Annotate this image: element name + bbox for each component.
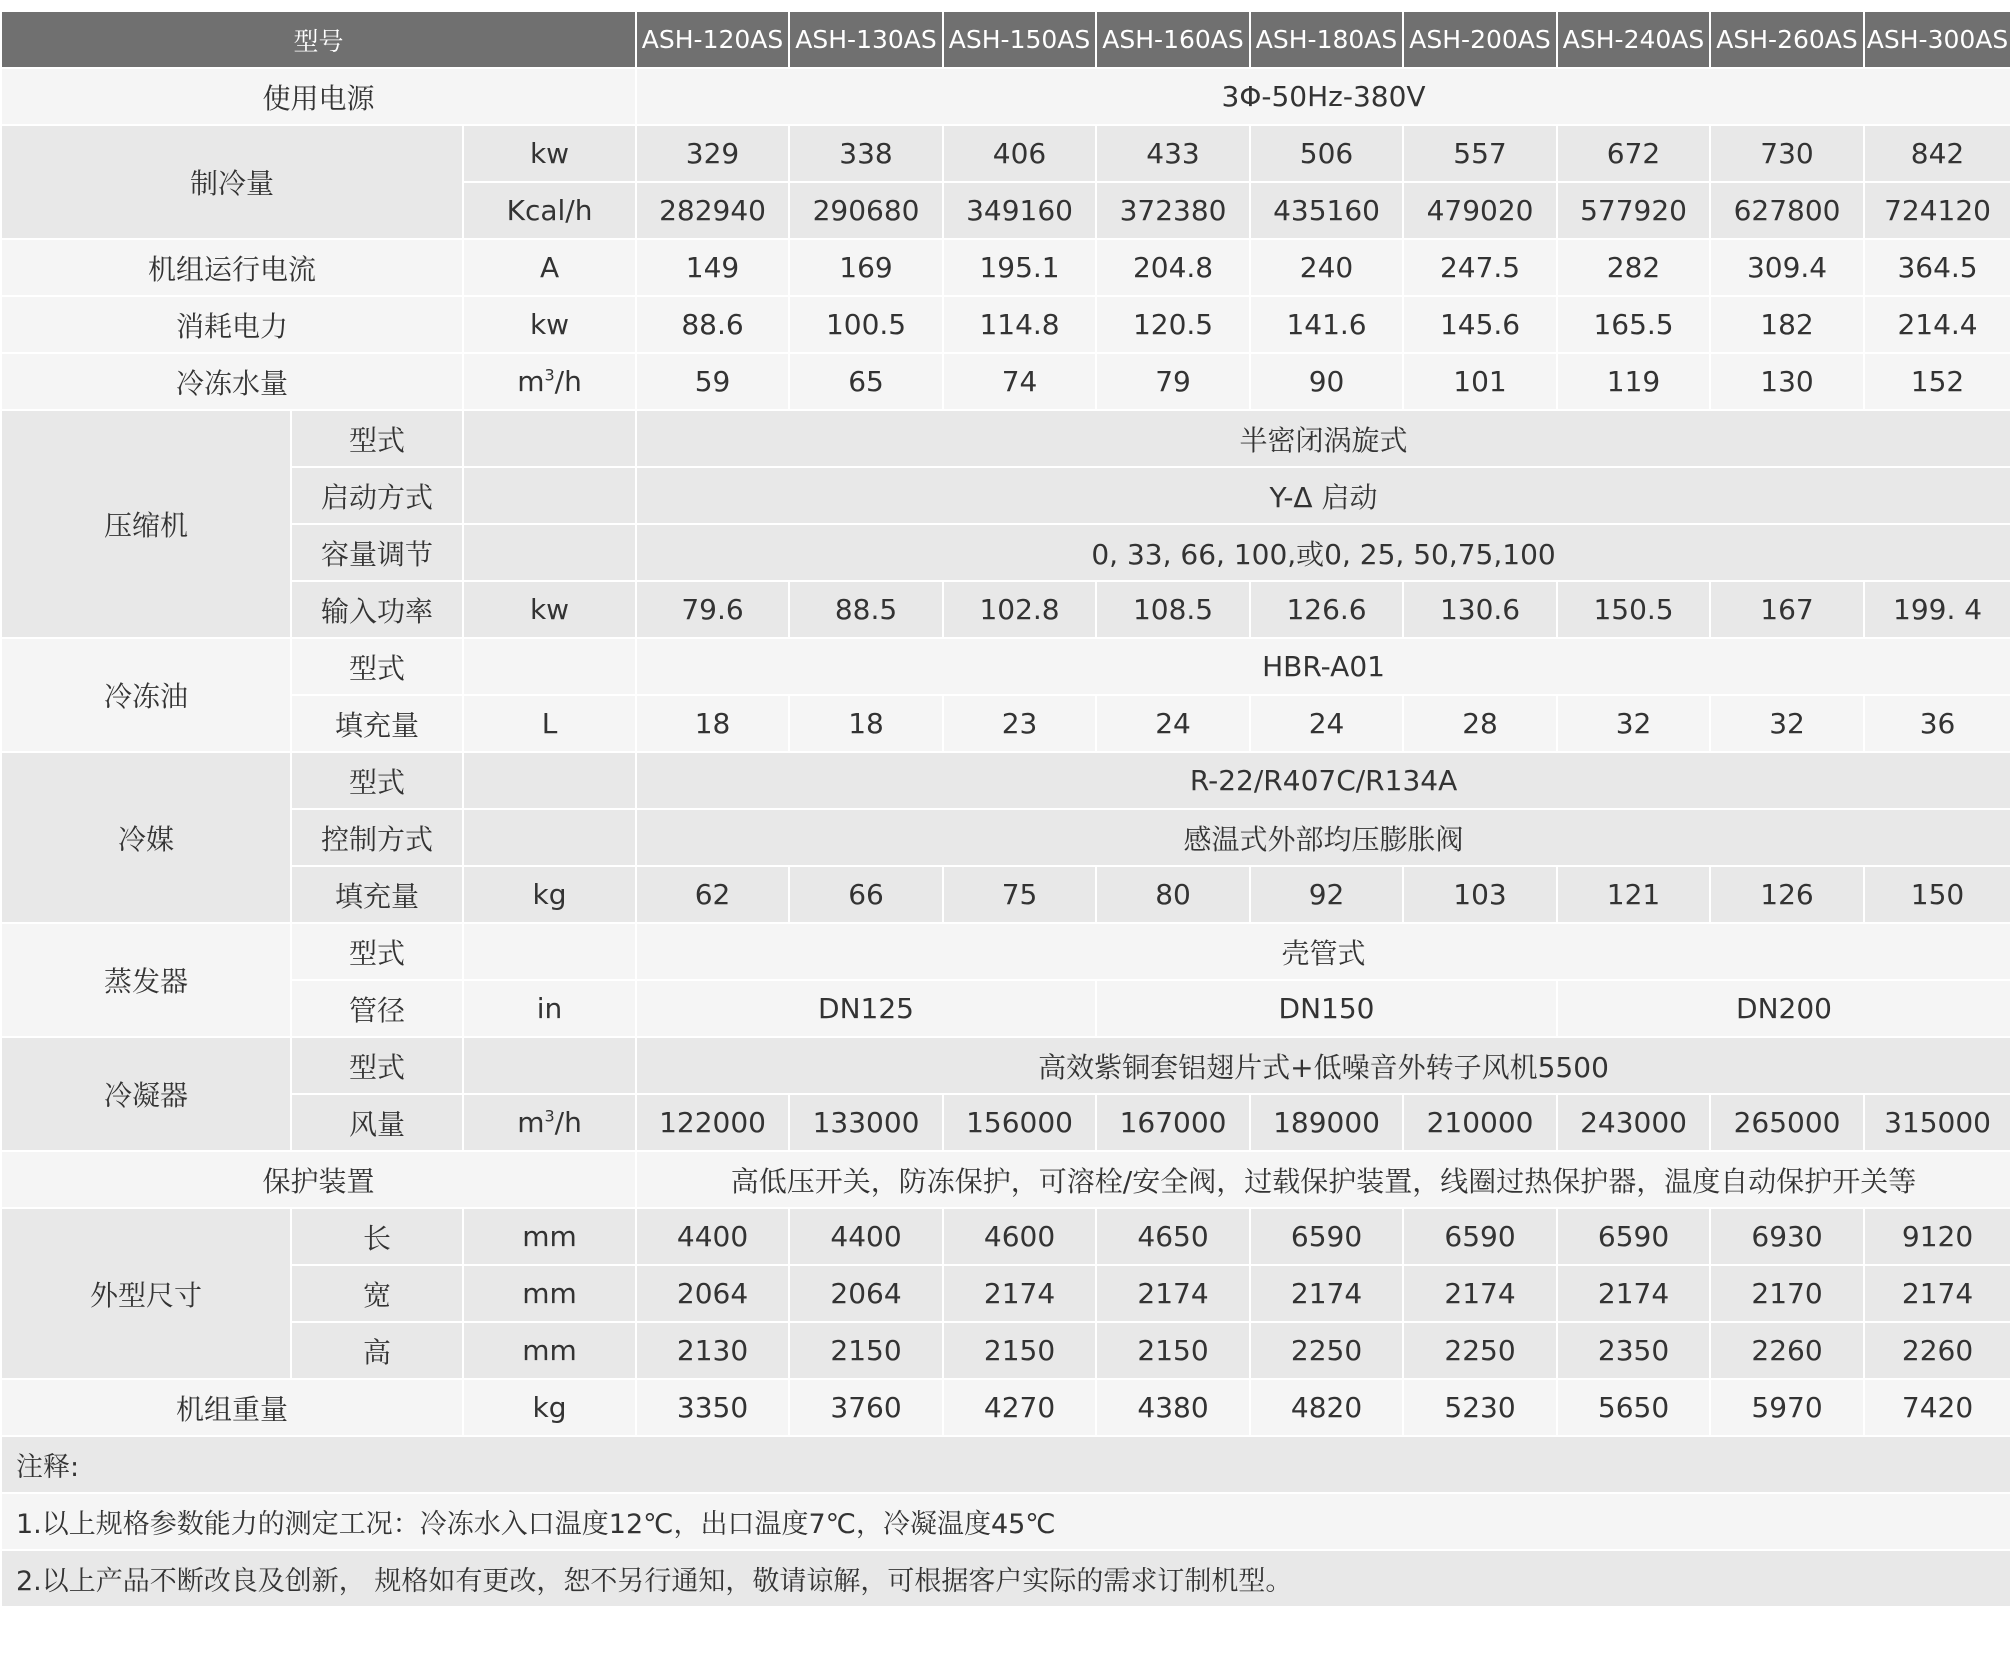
value-cell: 4400 (789, 1208, 943, 1265)
value-cell: 2174 (1864, 1265, 2011, 1322)
table-row (1, 68, 2011, 125)
row-label: 冷冻水量 (1, 353, 463, 410)
value-cell: 130.6 (1403, 581, 1557, 638)
value-cell: 156000 (943, 1094, 1096, 1151)
unit-cell: kw (463, 581, 636, 638)
header-model: ASH-130AS (789, 11, 943, 68)
table-row (1, 11, 2011, 68)
value-cell: DN200 (1557, 980, 2011, 1037)
table-row (1, 1550, 2011, 1607)
value-cell: 119 (1557, 353, 1710, 410)
value-cell: 150 (1864, 866, 2011, 923)
sub-label: 风量 (291, 1094, 463, 1151)
merged-value: 0, 33, 66, 100,或0, 25, 50,75,100 (636, 524, 2011, 581)
value-cell: 23 (943, 695, 1096, 752)
merged-value: HBR-A01 (636, 638, 2011, 695)
value-cell: 130 (1710, 353, 1864, 410)
sub-label: 宽 (291, 1265, 463, 1322)
group-label: 压缩机 (1, 410, 291, 638)
sub-label: 管径 (291, 980, 463, 1037)
value-cell: DN150 (1096, 980, 1557, 1037)
value-cell: 730 (1710, 125, 1864, 182)
value-cell: 5650 (1557, 1379, 1710, 1436)
value-cell: 349160 (943, 182, 1096, 239)
value-cell: 3760 (789, 1379, 943, 1436)
sub-label: 型式 (291, 638, 463, 695)
sub-label: 高 (291, 1322, 463, 1379)
value-cell: 309.4 (1710, 239, 1864, 296)
table-row (1, 581, 2011, 638)
value-cell: 364.5 (1864, 239, 2011, 296)
row-label: 机组重量 (1, 1379, 463, 1436)
table-row (1, 980, 2011, 1037)
value-cell: 150.5 (1557, 581, 1710, 638)
unit-cell (463, 923, 636, 980)
group-label: 外型尺寸 (1, 1208, 291, 1379)
merged-value: 感温式外部均压膨胀阀 (636, 809, 2011, 866)
value-cell: 6590 (1250, 1208, 1403, 1265)
value-cell: 126 (1710, 866, 1864, 923)
table-row (1, 1436, 2011, 1493)
unit-cell: kg (463, 866, 636, 923)
unit-cell: kw (463, 296, 636, 353)
value-cell: 120.5 (1096, 296, 1250, 353)
value-cell: 506 (1250, 125, 1403, 182)
merged-value: 高效紫铜套铝翅片式+低噪音外转子风机5500 (636, 1037, 2011, 1094)
value-cell: 79.6 (636, 581, 789, 638)
value-cell: DN125 (636, 980, 1096, 1037)
value-cell: 165.5 (1557, 296, 1710, 353)
value-cell: 4820 (1250, 1379, 1403, 1436)
table-row (1, 923, 2011, 980)
value-cell: 24 (1096, 695, 1250, 752)
unit-cell: mm (463, 1208, 636, 1265)
value-cell: 2350 (1557, 1322, 1710, 1379)
table-row (1, 866, 2011, 923)
value-cell: 18 (636, 695, 789, 752)
table-row (1, 296, 2011, 353)
unit-cell (463, 752, 636, 809)
value-cell: 627800 (1710, 182, 1864, 239)
value-cell: 169 (789, 239, 943, 296)
value-cell: 182 (1710, 296, 1864, 353)
unit-cell (463, 638, 636, 695)
value-cell: 3350 (636, 1379, 789, 1436)
table-row (1, 1379, 2011, 1436)
value-cell: 189000 (1250, 1094, 1403, 1151)
unit-cell (463, 524, 636, 581)
value-cell: 145.6 (1403, 296, 1557, 353)
value-cell: 2260 (1864, 1322, 2011, 1379)
value-cell: 433 (1096, 125, 1250, 182)
value-cell: 329 (636, 125, 789, 182)
value-cell: 75 (943, 866, 1096, 923)
value-cell: 338 (789, 125, 943, 182)
table-row (1, 239, 2011, 296)
value-cell: 479020 (1403, 182, 1557, 239)
value-cell: 557 (1403, 125, 1557, 182)
unit-cell: mm (463, 1322, 636, 1379)
value-cell: 100.5 (789, 296, 943, 353)
value-cell: 9120 (1864, 1208, 2011, 1265)
table-row (1, 524, 2011, 581)
group-label: 冷凝器 (1, 1037, 291, 1151)
value-cell: 2174 (1403, 1265, 1557, 1322)
value-cell: 6930 (1710, 1208, 1864, 1265)
value-cell: 126.6 (1250, 581, 1403, 638)
value-cell: 5970 (1710, 1379, 1864, 1436)
sub-label: 控制方式 (291, 809, 463, 866)
value-cell: 80 (1096, 866, 1250, 923)
value-cell: 108.5 (1096, 581, 1250, 638)
unit-tail: /h (554, 365, 582, 398)
unit-cell: kg (463, 1379, 636, 1436)
table-row (1, 1094, 2011, 1151)
value-cell: 74 (943, 353, 1096, 410)
value-cell: 36 (1864, 695, 2011, 752)
unit-cell (463, 410, 636, 467)
table-row (1, 1151, 2011, 1208)
value-cell: 2250 (1250, 1322, 1403, 1379)
table-row (1, 353, 2011, 410)
value-cell: 204.8 (1096, 239, 1250, 296)
unit-sup: 3 (544, 365, 555, 385)
header-model: ASH-150AS (943, 11, 1096, 68)
value-cell: 79 (1096, 353, 1250, 410)
value-cell: 59 (636, 353, 789, 410)
group-label: 冷冻油 (1, 638, 291, 752)
value-cell: 2150 (943, 1322, 1096, 1379)
value-cell: 114.8 (943, 296, 1096, 353)
value-cell: 4400 (636, 1208, 789, 1265)
unit-cell (463, 1094, 636, 1151)
value-cell: 102.8 (943, 581, 1096, 638)
value-cell: 4380 (1096, 1379, 1250, 1436)
row-label: 消耗电力 (1, 296, 463, 353)
table-row (1, 1493, 2011, 1550)
merged-value: R-22/R407C/R134A (636, 752, 2011, 809)
value-cell: 2250 (1403, 1322, 1557, 1379)
value-cell: 18 (789, 695, 943, 752)
value-cell: 2174 (943, 1265, 1096, 1322)
value-cell: 240 (1250, 239, 1403, 296)
value-cell: 62 (636, 866, 789, 923)
value-cell: 28 (1403, 695, 1557, 752)
row-label: 保护装置 (1, 1151, 636, 1208)
unit-base: m (517, 365, 545, 398)
value-cell: 210000 (1403, 1094, 1557, 1151)
table-row (1, 1322, 2011, 1379)
value-cell: 90 (1250, 353, 1403, 410)
sub-label: 输入功率 (291, 581, 463, 638)
value-cell: 92 (1250, 866, 1403, 923)
merged-value: 3Φ-50Hz-380V (636, 68, 2011, 125)
sub-label: 型式 (291, 752, 463, 809)
value-cell: 4270 (943, 1379, 1096, 1436)
header-model: ASH-260AS (1710, 11, 1864, 68)
header-model-label: 型号 (1, 11, 636, 68)
value-cell: 149 (636, 239, 789, 296)
unit-cell: in (463, 980, 636, 1037)
unit-base: m (517, 1106, 545, 1139)
unit-cell (463, 1037, 636, 1094)
value-cell: 2150 (1096, 1322, 1250, 1379)
note-line: 1.以上规格参数能力的测定工况：冷冻水入口温度12℃，出口温度7℃，冷凝温度45℃ (1, 1493, 2011, 1550)
header-model: ASH-300AS (1864, 11, 2011, 68)
value-cell: 2174 (1250, 1265, 1403, 1322)
table-row (1, 638, 2011, 695)
value-cell: 65 (789, 353, 943, 410)
value-cell: 103 (1403, 866, 1557, 923)
unit-cell: kw (463, 125, 636, 182)
value-cell: 141.6 (1250, 296, 1403, 353)
table-row (1, 125, 2011, 182)
table-row (1, 809, 2011, 866)
value-cell: 7420 (1864, 1379, 2011, 1436)
sub-label: 型式 (291, 410, 463, 467)
header-model: ASH-120AS (636, 11, 789, 68)
value-cell: 435160 (1250, 182, 1403, 239)
value-cell: 842 (1864, 125, 2011, 182)
unit-cell (463, 809, 636, 866)
value-cell: 24 (1250, 695, 1403, 752)
unit-cell (463, 353, 636, 410)
value-cell: 122000 (636, 1094, 789, 1151)
value-cell: 2130 (636, 1322, 789, 1379)
unit-cell: L (463, 695, 636, 752)
value-cell: 247.5 (1403, 239, 1557, 296)
sub-label: 容量调节 (291, 524, 463, 581)
value-cell: 315000 (1864, 1094, 2011, 1151)
merged-value: Y-Δ 启动 (636, 467, 2011, 524)
value-cell: 372380 (1096, 182, 1250, 239)
table-row (1, 410, 2011, 467)
value-cell: 724120 (1864, 182, 2011, 239)
value-cell: 6590 (1557, 1208, 1710, 1265)
value-cell: 265000 (1710, 1094, 1864, 1151)
unit-cell: mm (463, 1265, 636, 1322)
value-cell: 32 (1710, 695, 1864, 752)
sub-label: 型式 (291, 1037, 463, 1094)
value-cell: 2174 (1096, 1265, 1250, 1322)
header-model: ASH-160AS (1096, 11, 1250, 68)
value-cell: 4600 (943, 1208, 1096, 1265)
unit-cell: A (463, 239, 636, 296)
merged-value: 高低压开关，防冻保护，可溶栓/安全阀，过载保护装置，线圈过热保护器，温度自动保护开关等 (636, 1151, 2011, 1208)
notes-title: 注释: (1, 1436, 2011, 1493)
sub-label: 填充量 (291, 695, 463, 752)
table-row (1, 1037, 2011, 1094)
header-model: ASH-240AS (1557, 11, 1710, 68)
value-cell: 2170 (1710, 1265, 1864, 1322)
spec-table (0, 10, 2012, 1608)
unit-cell: Kcal/h (463, 182, 636, 239)
value-cell: 6590 (1403, 1208, 1557, 1265)
header-model: ASH-200AS (1403, 11, 1557, 68)
value-cell: 406 (943, 125, 1096, 182)
header-model: ASH-180AS (1250, 11, 1403, 68)
unit-tail: /h (554, 1106, 582, 1139)
sub-label: 启动方式 (291, 467, 463, 524)
value-cell: 167 (1710, 581, 1864, 638)
value-cell: 88.6 (636, 296, 789, 353)
table-row (1, 752, 2011, 809)
value-cell: 167000 (1096, 1094, 1250, 1151)
value-cell: 243000 (1557, 1094, 1710, 1151)
table-row (1, 695, 2011, 752)
merged-value: 半密闭涡旋式 (636, 410, 2011, 467)
row-label: 制冷量 (1, 125, 463, 239)
table-row (1, 467, 2011, 524)
unit-sup: 3 (544, 1106, 555, 1126)
value-cell: 199. 4 (1864, 581, 2011, 638)
value-cell: 282 (1557, 239, 1710, 296)
row-label: 机组运行电流 (1, 239, 463, 296)
value-cell: 121 (1557, 866, 1710, 923)
value-cell: 2150 (789, 1322, 943, 1379)
value-cell: 4650 (1096, 1208, 1250, 1265)
unit-cell (463, 467, 636, 524)
note-line: 2.以上产品不断改良及创新， 规格如有更改，恕不另行通知，敬请谅解，可根据客户实际的需求订制机型。 (1, 1550, 2011, 1607)
sub-label: 填充量 (291, 866, 463, 923)
value-cell: 101 (1403, 353, 1557, 410)
value-cell: 88.5 (789, 581, 943, 638)
value-cell: 672 (1557, 125, 1710, 182)
value-cell: 2064 (789, 1265, 943, 1322)
value-cell: 2260 (1710, 1322, 1864, 1379)
value-cell: 5230 (1403, 1379, 1557, 1436)
value-cell: 290680 (789, 182, 943, 239)
value-cell: 282940 (636, 182, 789, 239)
group-label: 蒸发器 (1, 923, 291, 1037)
value-cell: 152 (1864, 353, 2011, 410)
value-cell: 2064 (636, 1265, 789, 1322)
merged-value: 壳管式 (636, 923, 2011, 980)
value-cell: 133000 (789, 1094, 943, 1151)
value-cell: 577920 (1557, 182, 1710, 239)
value-cell: 66 (789, 866, 943, 923)
row-label: 使用电源 (1, 68, 636, 125)
value-cell: 195.1 (943, 239, 1096, 296)
table-row (1, 1265, 2011, 1322)
sub-label: 型式 (291, 923, 463, 980)
group-label: 冷媒 (1, 752, 291, 923)
sub-label: 长 (291, 1208, 463, 1265)
value-cell: 2174 (1557, 1265, 1710, 1322)
table-row (1, 1208, 2011, 1265)
value-cell: 32 (1557, 695, 1710, 752)
value-cell: 214.4 (1864, 296, 2011, 353)
